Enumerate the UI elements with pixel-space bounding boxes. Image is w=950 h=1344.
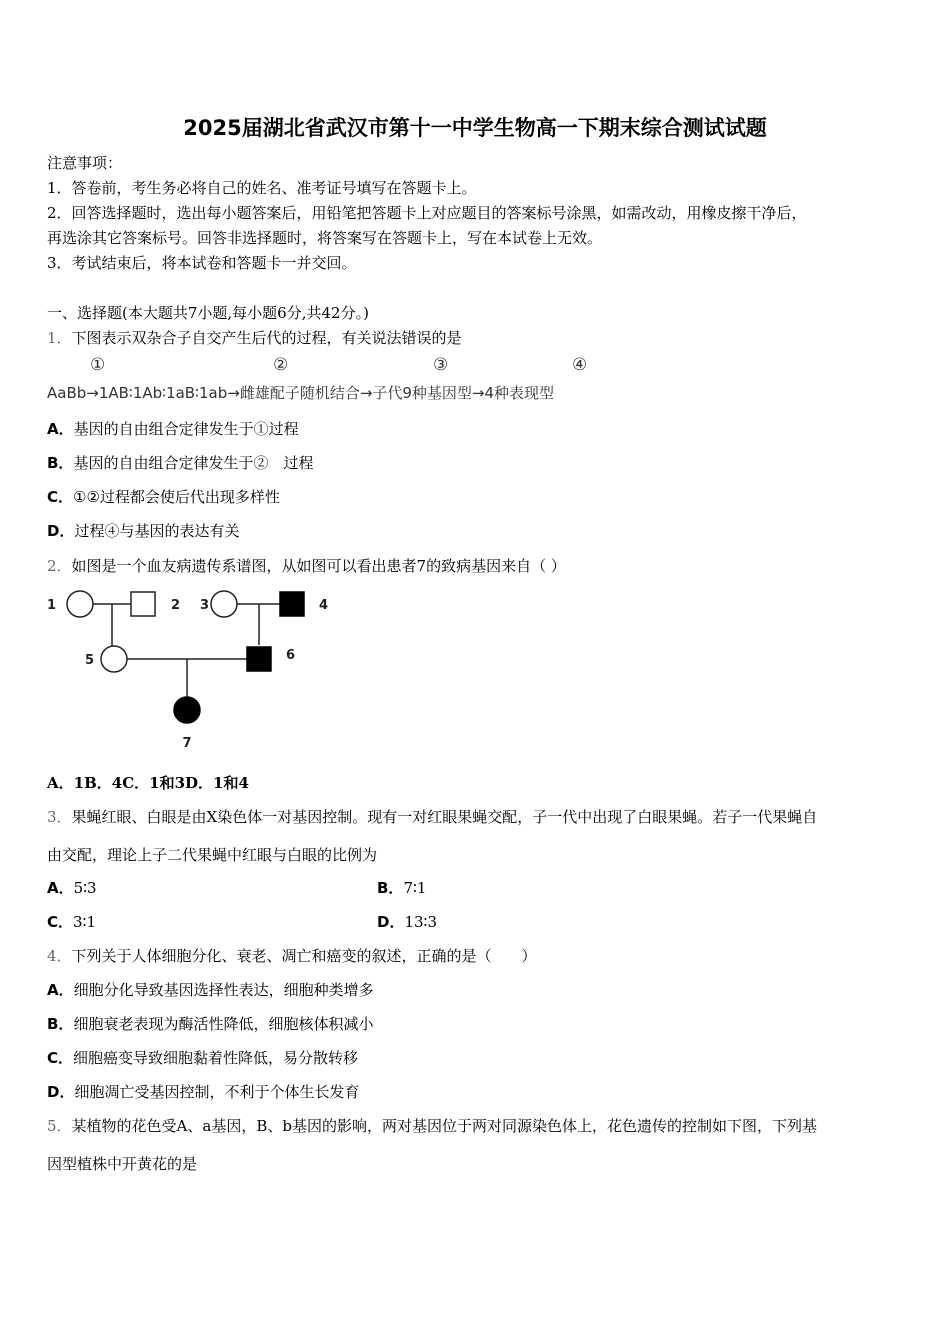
question-number: 5． bbox=[47, 1117, 72, 1135]
question-stem: 下图表示双杂合子自交产生后代的过程，有关说法错误的是 bbox=[71, 329, 462, 347]
label-5: 5 bbox=[85, 653, 95, 668]
label-2: 2 bbox=[171, 598, 181, 613]
step-marker: ③ bbox=[433, 355, 449, 375]
question-5 bbox=[47, 1116, 817, 1136]
question-number: 1． bbox=[47, 329, 72, 347]
step-marker: ① bbox=[90, 355, 106, 375]
page-title: 2025届湖北省武汉市第十一中学生物高一下期末综合测试试题 bbox=[183, 116, 767, 140]
notice-item: 再选涂其它答案标号。回答非选择题时，将答案写在答题卡上，写在本试卷上无效。 bbox=[47, 229, 603, 247]
option-a[interactable]: A．基因的自由组合定律发生于①过程 bbox=[47, 420, 299, 438]
option-d[interactable]: D．13∶3 bbox=[377, 913, 437, 931]
question-2 bbox=[47, 556, 566, 576]
notice-heading: 注意事项： bbox=[47, 154, 123, 172]
question-stem: 下列关于人体细胞分化、衰老、凋亡和癌变的叙述，正确的是（ ） bbox=[71, 947, 537, 965]
individual-5-normal-female bbox=[101, 646, 127, 672]
question-stem: 某植物的花色受A、a基因，B、b基因的影响，两对基因位于两对同源染色体上，花色遗传的控制如下图，下列基 bbox=[71, 1117, 817, 1135]
individual-6-affected-male bbox=[247, 647, 271, 671]
label-6: 6 bbox=[286, 648, 296, 663]
option-d[interactable]: D．细胞凋亡受基因控制，不利于个体生长发育 bbox=[47, 1083, 360, 1101]
question-1 bbox=[47, 328, 462, 348]
label-7: 7 bbox=[182, 736, 192, 751]
option-b[interactable]: B．细胞衰老表现为酶活性降低，细胞核体积减小 bbox=[47, 1015, 374, 1033]
individual-7-affected-female bbox=[174, 697, 200, 723]
individual-1-normal-female bbox=[67, 591, 93, 617]
option-b[interactable]: B．基因的自由组合定律发生于② 过程 bbox=[47, 454, 314, 472]
question-number: 2． bbox=[47, 557, 72, 575]
section-heading: 一、选择题(本大题共7小题,每小题6分,共42分。) bbox=[47, 304, 369, 322]
pedigree-chart bbox=[40, 585, 340, 755]
option-a[interactable]: A．5∶3 bbox=[47, 879, 97, 897]
question-stem: 如图是一个血友病遗传系谱图，从如图可以看出患者7的致病基因来自（ ） bbox=[71, 557, 566, 575]
question-3 bbox=[47, 807, 817, 827]
question-4 bbox=[47, 946, 537, 966]
label-4: 4 bbox=[319, 598, 329, 613]
notice-item: 2．回答选择题时，选出每小题答案后，用铅笔把答题卡上对应题目的答案标号涂黑，如需改动，用橡皮擦干净后， bbox=[47, 204, 807, 222]
individual-2-normal-male bbox=[131, 592, 155, 616]
q2-answer-options[interactable]: A．1B．4C．1和3D．1和4 bbox=[47, 774, 249, 792]
option-b[interactable]: B．7∶1 bbox=[377, 879, 427, 897]
notice-item: 3．考试结束后，将本试卷和答题卡一并交回。 bbox=[47, 254, 357, 272]
option-c[interactable]: C．①②过程都会使后代出现多样性 bbox=[47, 488, 280, 506]
question-stem: 果蝇红眼、白眼是由X染色体一对基因控制。现有一对红眼果蝇交配，子一代中出现了白眼果蝇。若子一代果蝇自 bbox=[71, 808, 818, 826]
option-d[interactable]: D．过程④与基因的表达有关 bbox=[47, 522, 240, 540]
option-a[interactable]: A．细胞分化导致基因选择性表达，细胞种类增多 bbox=[47, 981, 374, 999]
label-3: 3 bbox=[200, 598, 210, 613]
individual-3-normal-female bbox=[211, 591, 237, 617]
step-marker: ④ bbox=[572, 355, 588, 375]
label-1: 1 bbox=[47, 598, 57, 613]
individual-4-affected-male bbox=[280, 592, 304, 616]
process-flow: AaBb→1AB∶1Ab∶1aB∶1ab→雌雄配子随机结合→子代9种基因型→4种表现型 bbox=[47, 384, 555, 402]
option-c[interactable]: C．细胞癌变导致细胞黏着性降低，易分散转移 bbox=[47, 1049, 359, 1067]
step-marker: ② bbox=[273, 355, 289, 375]
question-number: 4． bbox=[47, 947, 72, 965]
option-c[interactable]: C．3∶1 bbox=[47, 913, 97, 931]
question-number: 3． bbox=[47, 808, 72, 826]
notice-item: 1．答卷前，考生务必将自己的姓名、准考证号填写在答题卡上。 bbox=[47, 179, 477, 197]
question-stem-continued: 因型植株中开黄花的是 bbox=[47, 1155, 198, 1173]
question-stem-continued: 由交配，理论上子二代果蝇中红眼与白眼的比例为 bbox=[47, 846, 378, 864]
